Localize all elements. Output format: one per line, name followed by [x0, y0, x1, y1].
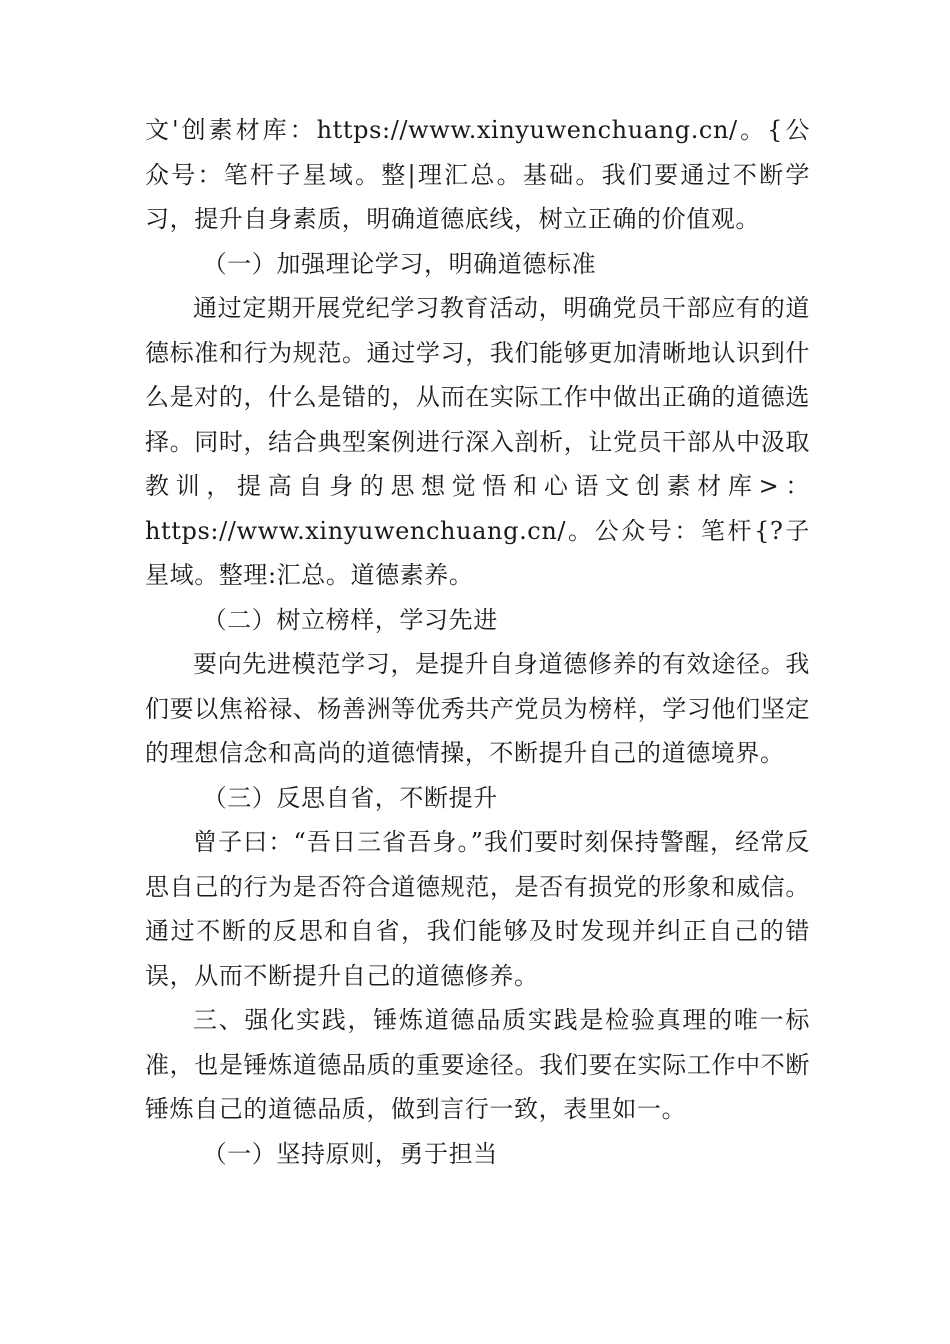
section-heading-self-reflection: （三）反思自省，不断提升 — [202, 783, 498, 812]
section-heading-theory-study: （一）加强理论学习，明确道德标准 — [202, 249, 597, 278]
paragraph-practice: 三、强化实践，锤炼道德品质实践是检验真理的唯一标准，也是锤炼道德品质的重要途径。我们要在实际工作中不断锤炼自己的道德品质，做到言行一致，表里如一。 — [145, 1006, 810, 1123]
paragraph-self-reflection: 曾子曰：“吾日三省吾身。”我们要时刻保持警醒，经常反思自己的行为是否符合道德规范，是否有损党的形象和威信。通过不断的反思和自省，我们能够及时发现并纠正自己的错误，从而不断提升自己的道德修养。 — [145, 828, 810, 990]
section-heading-role-models: （二）树立榜样，学习先进 — [202, 605, 498, 634]
paragraph-theory-study: 通过定期开展党纪学习教育活动，明确党员干部应有的道德标准和行为规范。通过学习，我们能够更加清晰地认识到什么是对的，什么是错的，从而在实际工作中做出正确的道德选择。同时，结合典型案例进行深入剖析，让党员干部从中汲取教训，提高自身的思想觉悟和心语文创素材库>：https://www.xinyuwenchuang.cn/。公众号：笔杆{?子星域。整理:汇总。道德素养。 — [145, 294, 810, 589]
section-heading-principles: （一）坚持原则，勇于担当 — [202, 1139, 498, 1168]
document-body — [145, 108, 810, 1176]
paragraph-role-models: 要向先进模范学习，是提升自身道德修养的有效途径。我们要以焦裕禄、杨善洲等优秀共产党员为榜样，学习他们坚定的理想信念和高尚的道德情操，不断提升自己的道德境界。 — [145, 650, 810, 767]
paragraph-intro: 文'创素材库：https://www.xinyuwenchuang.cn/。{公众号：笔杆子星域。整|理汇总。基础。我们要通过不断学习，提升自身素质，明确道德底线，树立正确的价值观。 — [145, 116, 810, 233]
